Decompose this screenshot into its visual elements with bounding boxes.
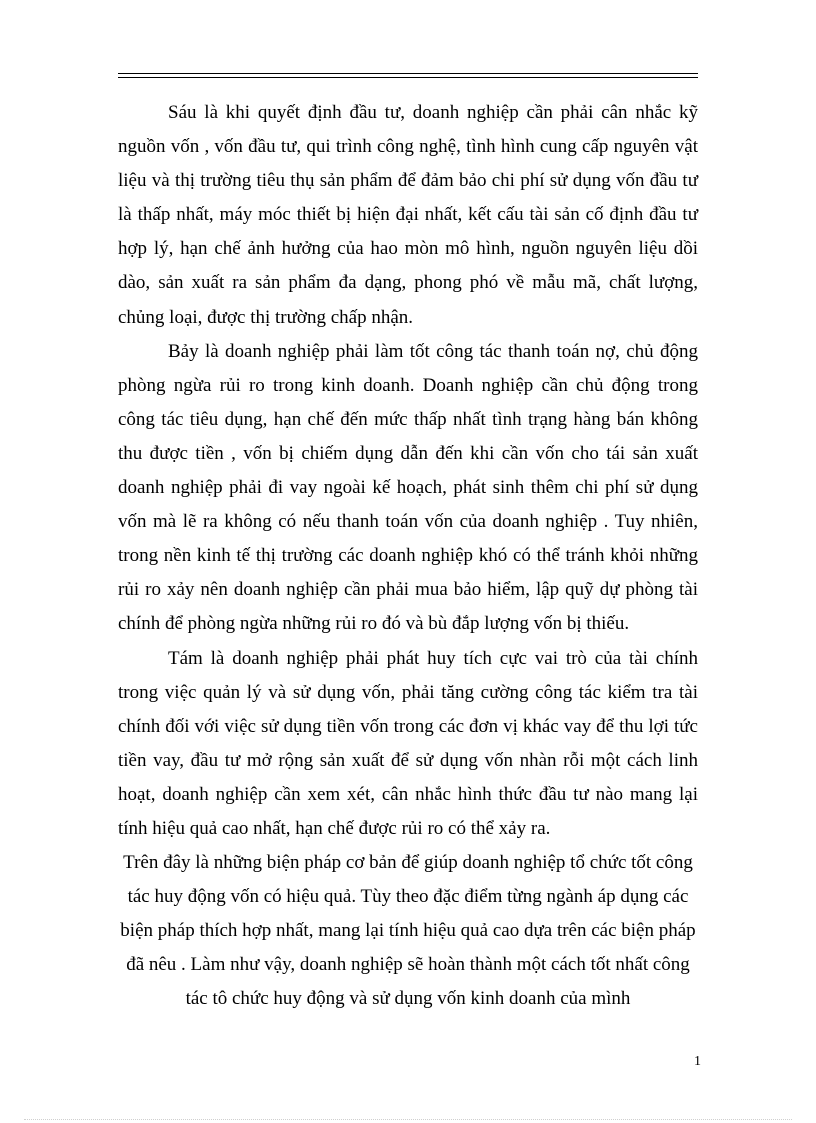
paragraph-conclusion: Trên đây là những biện pháp cơ bản để giúp doanh nghiệp tổ chức tốt công tác huy động vốn có hiệu quả. Tùy theo đặc điểm từng ngành áp dụng các biện pháp thích hợp nhất, mang lại tính hiệu quả cao dựa trên các biện pháp đã nêu . Làm như vậy, doanh nghiệp sẽ hoàn thành một cách tốt nhất công tác tô chức huy động và sử dụng vốn kinh doanh của mình bbox=[120, 852, 696, 1010]
header-rule-secondary bbox=[118, 77, 698, 78]
paragraph-tam: Tám là doanh nghiệp phải phát huy tích cực vai trò của tài chính trong việc quản lý và sử dụng vốn, phải tăng cường công tác kiểm tra tài chính đối với việc sử dụng tiền vốn trong các đơn vị khác vay để thu lợi tức tiền vay, đầu tư mở rộng sản xuất để sử dụng vốn nhàn rỗi một cách linh hoạt, doanh nghiệp cần xem xét, cân nhắc hình thức đầu tư nào mang lại tính hiệu quả cao nhất, hạn chế được rủi ro có thể xảy ra. bbox=[118, 647, 698, 839]
paragraph-sau: Sáu là khi quyết định đầu tư, doanh nghiệp cần phải cân nhắc kỹ nguồn vốn , vốn đầu tư, qui trình công nghệ, tình hình cung cấp nguyên vật liệu và thị trường tiêu thụ sản phẩm để đảm bảo chi phí sử dụng vốn đầu tư là thấp nhất, máy móc thiết bị hiện đại nhất, kết cấu tài sản cố định đầu tư hợp lý, hạn chế ảnh hưởng của hao mòn mô hình, nguồn nguyên liệu dồi dào, sản xuất ra sản phẩm đa dạng, phong phó về mẫu mã, chất lượng, chủng loại, được thị trường chấp nhận. bbox=[118, 102, 698, 328]
document-body bbox=[118, 96, 698, 1017]
page-bottom-border bbox=[24, 1119, 792, 1120]
page-number: 1 bbox=[694, 1054, 701, 1069]
paragraph-bay: Bảy là doanh nghiệp phải làm tốt công tác thanh toán nợ, chủ động phòng ngừa rủi ro trong kinh doanh. Doanh nghiệp cần chủ động trong công tác tiêu dụng, hạn chế đến mức thấp nhất tình trạng hàng bán không thu được tiền , vốn bị chiếm dụng dẫn đến khi cần vốn cho tái sản xuất doanh nghiệp phải đi vay ngoài kế hoạch, phát sinh thêm chi phí sử dụng vốn mà lẽ ra không có nếu thanh toán vốn của doanh nghiệp . Tuy nhiên, trong nền kinh tế thị trường các doanh nghiệp khó có thể tránh khỏi những rủi ro xảy nên doanh nghiệp cần phải mua bảo hiểm, lập quỹ dự phòng tài chính để phòng ngừa những rủi ro đó và bù đắp lượng vốn bị thiếu. bbox=[118, 340, 698, 635]
header-rule bbox=[118, 73, 698, 74]
